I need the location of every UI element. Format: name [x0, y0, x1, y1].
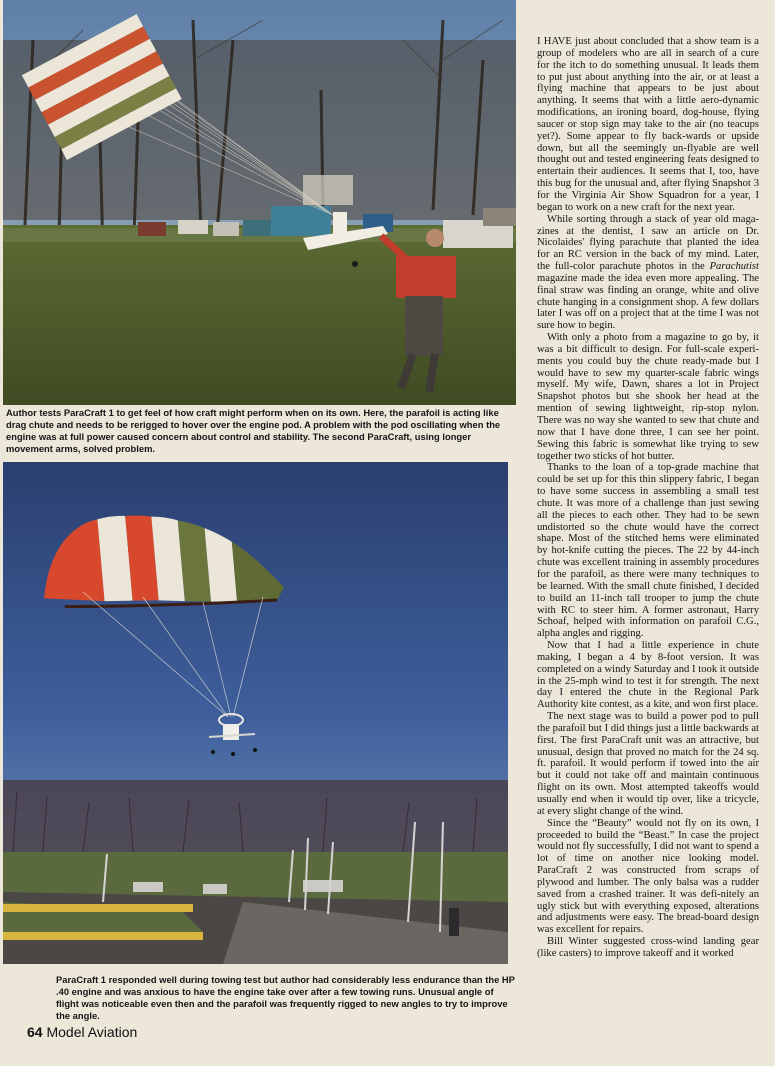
photo-author-testing-paracraft [3, 0, 516, 405]
paragraph-text: magazine made the idea even more appealing. The final straw was finding an orange, white and olive chute hanging in a consignment shop. A few dollars later I was off on a project that at the time I was not sure how to begin. [537, 272, 759, 332]
article-paragraph: Thanks to the loan of a top-grade machine that could be set up for this thin slippery fabric, I began to have some success in assembling a small test chute. It was more of a challenge than just sewing all the pieces to each other. They had to be sewn undistorted so the chute would have the correct shape. Most of the stitched hems were eliminated by hot-knife cutting the pieces. The 22 by 44-inch chute was excellent training in assembly procedures for the parafoil, as there were many techniques to be learned. With the small chute finished, I decided to build an 11-inch tall trooper to jump the chute with RC to steer him. A former astronaut, Harry Schoaf, helped with information on parafoil C.G., alpha angles and rigging. [537, 462, 759, 640]
article-paragraph: I HAVE just about concluded that a show team is a group of modelers who are all in search of a cure for the itch to do something unusual. It leads them to put just about anything into the air, or at least a flying machine that appears to be just about anything. It seems that with a little aero-dynamic modifications, an ironing board, dog-house, flying saucer or stop sign may take to the air (no teacups yet?). Some appear to fly back-wards or upside down, but all the seemingly un-flyable are well thought out and tested engineering feats designed to entertain their audiences. It seems that I, too, have this bug for the unusual and, after flying Snapshot 3 for the Virginia Air Show Squadron for a year, I began to work on a new craft for the next year. [537, 36, 759, 213]
photo-paracraft-towing-test [3, 462, 508, 964]
article-paragraph: With only a photo from a magazine to go by, it was a bit difficult to design. For full-scale experi-ments you could buy the chute ready-made but I would have to sew my quarter-scale fabric wings myself. My wife, Dawn, shares a lot in Project Snapshot photos but she shook her head at the mention of sewing lightweight, rip-stop nylon. There was no way she wanted to sew that chute and now that I have done three, I can see her point. Sewing this fabric is somewhat like trying to sew together two sticks of hot butter. [537, 332, 759, 462]
photo2-caption: ParaCraft 1 responded well during towing test but author had considerably less endurance than the HP .40 engine and was anxious to have the engine take over after a few towing runs. Unusual angle of flight was noticeable even then and the parafoil was frequently rigged to new angles to try to improve the angle. [56, 974, 515, 1021]
paragraph-text: While sorting through a stack of year old maga-zines at the dentist, I saw an article on Dr. Nicolaides' flying parachute that planted the idea for an RC version in the back of my mind. Later, the full-color parachute photos in the [537, 213, 759, 273]
page-number: 64 [27, 1024, 43, 1040]
article-paragraph: Now that I had a little experience in chute making, I began a 4 by 8-foot version. It was completed on a windy Saturday and I took it outside in the 25-mph wind to test it for strength. The next day I entered the chute in the Regional Park Authority kite contest, as a kite, and won first place. [537, 640, 759, 711]
article-paragraph: Since the “Beauty” would not fly on its own, I proceeded to build the “Beast.” In case the project would not fly successfully, I did not want to spend a lot of time on another nice looking model. ParaCraft 2 was constructed from scraps of plywood and lumber. The only balsa was a rudder saved from a crashed trainer. It was defi-nitely an ugly stick but with everything exposed, alterations and adjustments were easy. The bread-board design was excellent for repairs. [537, 817, 759, 936]
article-paragraph [537, 214, 759, 332]
page-footer [27, 1024, 137, 1040]
magazine-reference: Parachutist [709, 261, 759, 273]
photo1-caption: Author tests ParaCraft 1 to get feel of how craft might perform when on its own. Here, the parafoil is acting like drag chute and needs to be rerigged to hover over the engine pod. A problem with the pod oscillating when the engine was at full power caused concern about control and stability. The second ParaCraft, using longer movement arms, solved problem. [6, 407, 501, 454]
magazine-title: Model Aviation [46, 1024, 138, 1040]
article-body [537, 36, 759, 960]
article-paragraph: Bill Winter suggested cross-wind landing gear (like casters) to improve takeoff and it worked [537, 936, 759, 959]
article-paragraph: The next stage was to build a power pod to pull the parafoil but I did things just a little backwards at first. The first ParaCraft unit was an attractive, but unusual, design that proved no match for the 24 sq. ft. parafoil. It would perform if towed into the air but it could not take off and maintain continuous flight on its own. Most attempted takeoffs would usually end when it would tip over, like a tricycle, at every slight change of the wind. [537, 711, 759, 817]
